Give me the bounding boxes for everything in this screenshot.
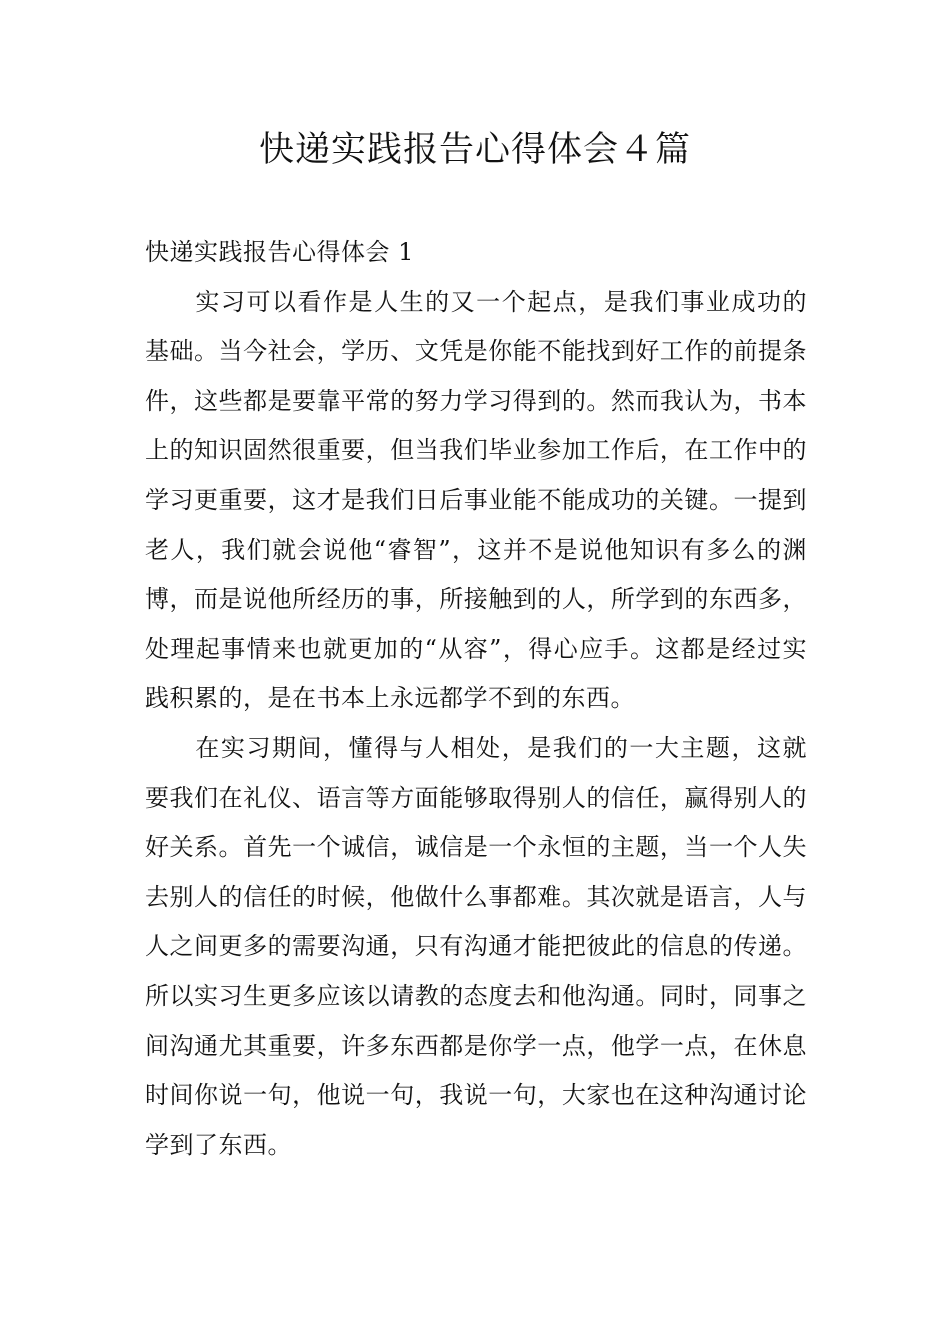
- paragraph-2: 在实习期间，懂得与人相处，是我们的一大主题，这就要我们在礼仪、语言等方面能够取得别人的信任，赢得别人的好关系。首先一个诚信，诚信是一个永恒的主题，当一个人失去别人的信任的时候，他做什么事都难。其次就是语言，人与人之间更多的需要沟通，只有沟通才能把彼此的信息的传递。所以实习生更多应该以请教的态度去和他沟通。同时，同事之间沟通尤其重要，许多东西都是你学一点，他学一点，在休息时间你说一句，他说一句，我说一句，大家也在这种沟通讨论学到了东西。: [145, 733, 807, 1159]
- document-body: [145, 228, 807, 1170]
- paragraph-1: 实习可以看作是人生的又一个起点，是我们事业成功的基础。当今社会，学历、文凭是你能不能找到好工作的前提条件，这些都是要靠平常的努力学习得到的。然而我认为，书本上的知识固然很重要，但当我们毕业参加工作后，在工作中的学习更重要，这才是我们日后事业能不能成功的关键。一提到老人，我们就会说他“睿智”，这并不是说他知识有多么的渊博，而是说他所经历的事，所接触到的人，所学到的东西多，处理起事情来也就更加的“从容”，得心应手。这都是经过实践积累的，是在书本上永远都学不到的东西。: [145, 287, 807, 713]
- document-title: 快递实践报告心得体会４篇: [258, 130, 691, 170]
- section-heading: 快递实践报告心得体会 1: [145, 238, 414, 266]
